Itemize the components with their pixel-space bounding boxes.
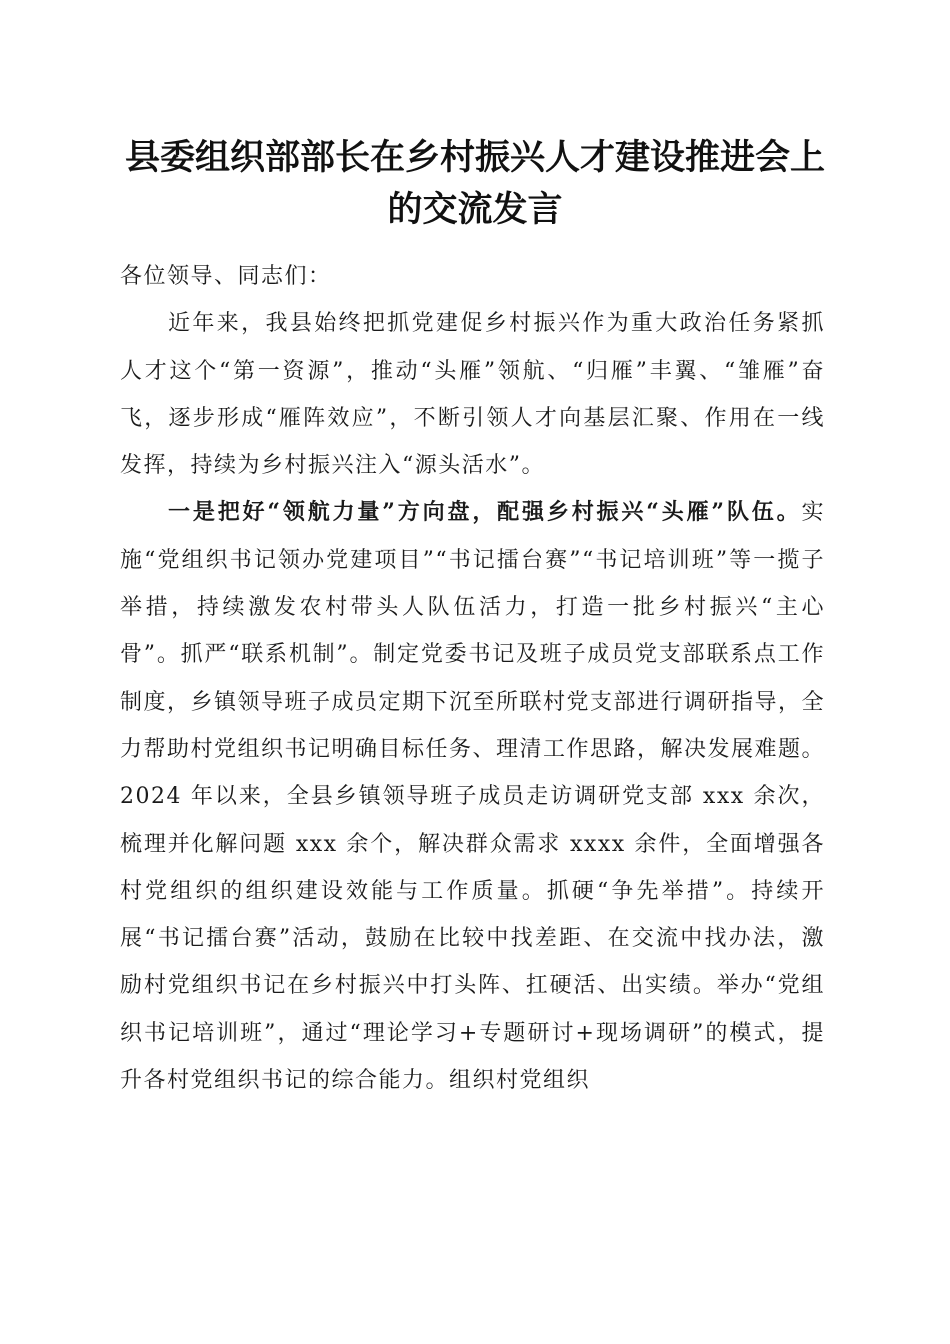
title-line-1: 县委组织部部长在乡村振兴人才建设推进会上 [124, 137, 825, 178]
section-1-paragraph [120, 489, 825, 1104]
intro-paragraph: 近年来，我县始终把抓党建促乡村振兴作为重大政治任务紧抓人才这个“第一资源”，推动“头雁”领航、“归雁”丰翼、“雏雁”奋飞，逐步形成“雁阵效应”，不断引领人才向基层汇聚、作用在一线发挥，持续为乡村振兴注入“源头活水”。 [120, 311, 825, 479]
section-1-heading: 一是把好“领航力量”方向盘，配强乡村振兴“头雁”队伍。 [168, 499, 802, 526]
document-body [120, 253, 825, 1104]
document-title [100, 132, 850, 236]
salutation: 各位领导、同志们： [120, 264, 332, 289]
section-1-body: 实施“党组织书记领办党建项目”“书记擂台赛”“书记培训班”等一揽子举措，持续激发农村带头人队伍活力，打造一批乡村振兴“主心骨”。抓严“联系机制”。制定党委书记及班子成员党支部联系点工作制度，乡镇领导班子成员定期下沉至所联村党支部进行调研指导，全力帮助村党组织书记明确目标任务、理清工作思路，解决发展难题。2024 年以来，全县乡镇领导班子成员走访调研党支部 xxx 余次，梳理并化解问题 xxx 余个，解决群众需求 xxxx 余件，全面增强各村党组织的组织建设效能与工作质量。抓硬“争先举措”。持续开展“书记擂台赛”活动，鼓励在比较中找差距、在交流中找办法，激励村党组织书记在乡村振兴中打头阵、扛硬活、出实绩。举办“党组织书记培训班”，通过“理论学习+专题研讨+现场调研”的模式，提升各村党组织书记的综合能力。组织村党组织 [120, 500, 826, 1094]
title-line-2: 的交流发言 [387, 189, 563, 230]
